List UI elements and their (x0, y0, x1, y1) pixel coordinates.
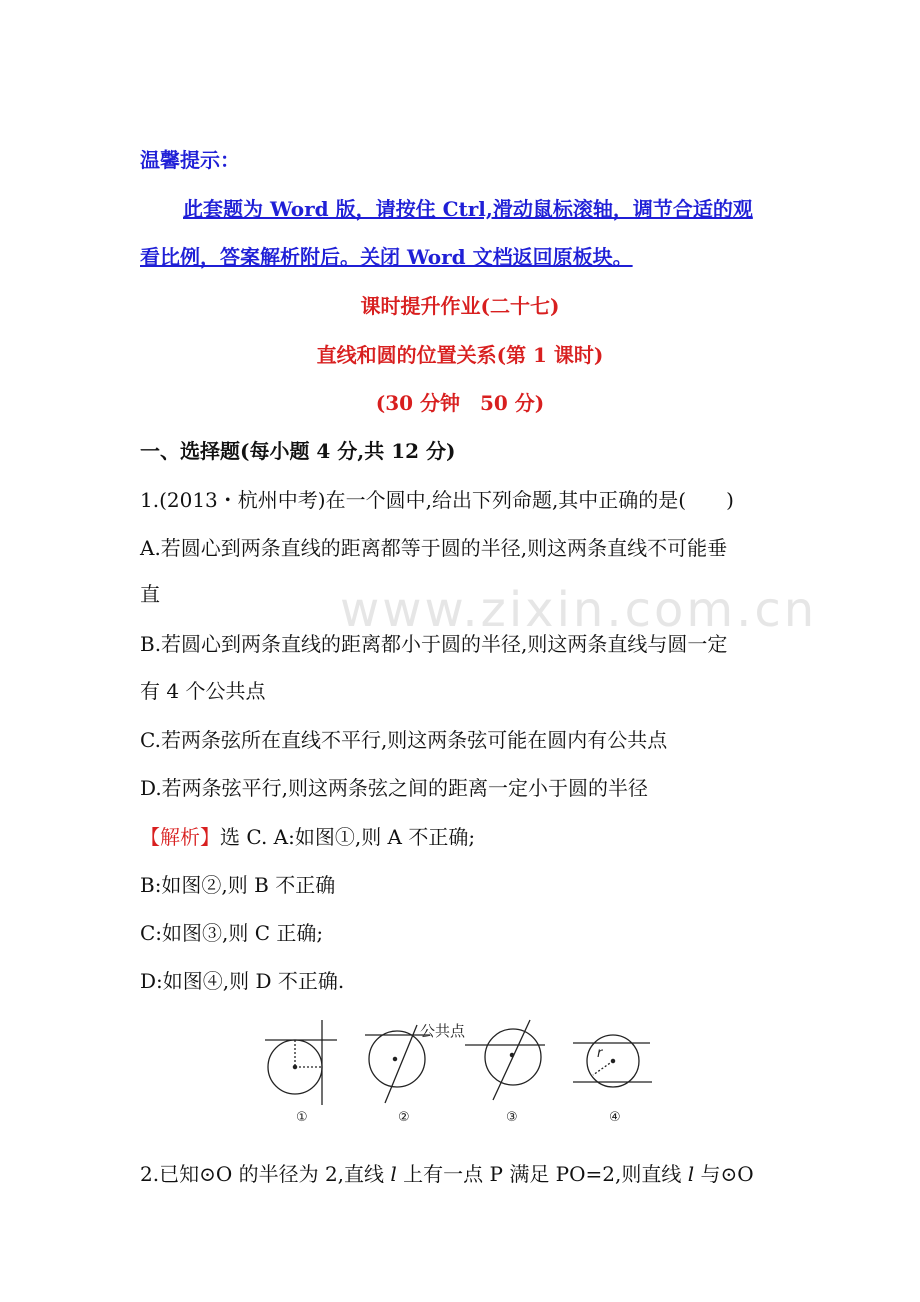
question-2-var-l: l (390, 1162, 397, 1186)
common-point-label: 公共点 (420, 1022, 466, 1040)
question-1-option-b-cont: 有 4 个公共点 (140, 679, 266, 703)
analysis-line-4: D:如图④,则 D 不正确. (140, 969, 345, 993)
question-2-part-3: 与⊙O (694, 1162, 754, 1186)
question-2-var-l-2: l (687, 1162, 695, 1186)
tip-link-line-1[interactable]: 此套题为 Word 版，请按住 Ctrl,滑动鼠标滚轴，调节合适的观 (183, 197, 753, 221)
section-title: 一、选择题(每小题 4 分,共 12 分) (140, 439, 456, 463)
question-2-part-1: 2.已知⊙O 的半径为 2,直线 (140, 1162, 391, 1186)
figure-1 (265, 1020, 337, 1105)
analysis-text-1: 选 C. A:如图①,则 A 不正确; (220, 825, 476, 849)
time-score: (30 分钟 50 分) (375, 391, 545, 415)
watermark: www.zixin.com.cn (340, 582, 818, 638)
question-1-option-a-cont: 直 (140, 582, 160, 606)
analysis-line-1 (140, 823, 790, 851)
radius-label: r (597, 1046, 603, 1061)
figure-caption-4: ④ (609, 1110, 621, 1125)
tip-title: 温馨提示： (140, 148, 240, 172)
question-1-option-d: D.若两条弦平行,则这两条弦之间的距离一定小于圆的半径 (140, 776, 649, 800)
figure-caption-3: ③ (506, 1110, 518, 1125)
figure-4 (573, 1035, 652, 1087)
question-2-stem (140, 1160, 790, 1188)
question-1-option-b: B.若圆心到两条直线的距离都小于圆的半径,则这两条直线与圆一定 (140, 632, 728, 656)
question-2-part-2: 上有一点 P 满足 PO=2,则直线 (396, 1162, 688, 1186)
homework-title: 课时提升作业(二十七) (360, 294, 560, 318)
analysis-tag: 【解析】 (140, 825, 220, 849)
figure-caption-1: ① (296, 1110, 308, 1125)
figure-3 (465, 1020, 545, 1100)
analysis-line-3: C:如图③,则 C 正确; (140, 921, 324, 945)
lesson-subtitle: 直线和圆的位置关系(第 1 课时) (316, 343, 604, 367)
question-1-stem: 1.(2013・杭州中考)在一个圆中,给出下列命题,其中正确的是( ) (140, 488, 734, 512)
question-1-option-c: C.若两条弦所在直线不平行,则这两条弦可能在圆内有公共点 (140, 728, 668, 752)
question-1-option-a: A.若圆心到两条直线的距离都等于圆的半径,则这两条直线不可能垂 (140, 536, 728, 560)
tip-link-line-2[interactable]: 看比例，答案解析附后。关闭 Word 文档返回原板块。 (140, 245, 633, 269)
figure-caption-2: ② (398, 1110, 410, 1125)
analysis-line-2: B:如图②,则 B 不正确 (140, 873, 336, 897)
